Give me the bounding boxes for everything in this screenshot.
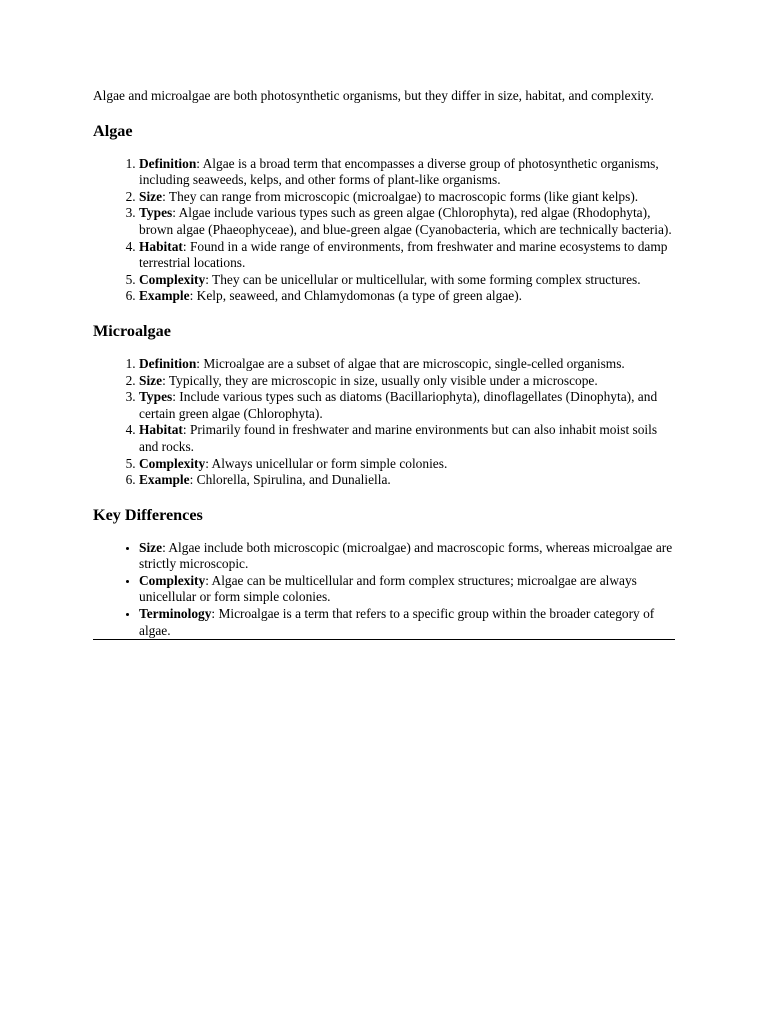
item-term: Complexity xyxy=(139,271,206,287)
item-text: : Kelp, seaweed, and Chlamydomonas (a type of green algae). xyxy=(189,288,523,304)
list-item xyxy=(139,456,675,473)
item-text: : Found in a wide range of environments, from freshwater and marine ecosystems to damp terrestrial locations. xyxy=(139,238,668,271)
list-item xyxy=(139,422,675,455)
item-text: : Algae can be multicellular and form complex structures; microalgae are always unicellular or form simple colonies. xyxy=(139,572,637,605)
item-text: : Algae include various types such as green algae (Chlorophyta), red algae (Rhodophyta), brown algae (Phaeophyceae), and blue-green algae (Cyanobacteria, which are technically bacteria). xyxy=(139,205,672,237)
list-item xyxy=(139,272,675,289)
item-term: Size xyxy=(139,372,163,388)
item-term: Complexity xyxy=(139,455,206,471)
item-term: Types xyxy=(139,205,173,221)
algae-list xyxy=(93,156,675,305)
item-text: : Always unicellular or form simple colonies. xyxy=(205,455,448,471)
item-text: : Algae include both microscopic (microalgae) and macroscopic forms, whereas microalgae are strictly microscopic. xyxy=(139,539,673,572)
item-term: Habitat xyxy=(139,422,183,438)
item-text: : Microalgae are a subset of algae that are microscopic, single-celled organisms. xyxy=(196,355,625,371)
item-text: : Include various types such as diatoms (Bacillariophyta), dinoflagellates (Dinophyta), and certain green algae (Chlorophyta). xyxy=(139,389,658,421)
item-text: : Typically, they are microscopic in size, usually only visible under a microscope. xyxy=(162,372,598,388)
item-text: : Microalgae is a term that refers to a specific group within the broader category of algae. xyxy=(139,606,655,638)
item-term: Example xyxy=(139,472,190,488)
list-item xyxy=(139,356,675,373)
item-term: Habitat xyxy=(139,238,183,254)
item-term: Types xyxy=(139,389,173,405)
list-item xyxy=(139,472,675,489)
item-term: Definition xyxy=(139,155,197,171)
section-heading-microalgae: Microalgae xyxy=(93,321,171,340)
item-term: Size xyxy=(139,539,163,555)
list-item xyxy=(139,606,675,639)
intro-paragraph: Algae and microalgae are both photosynthetic organisms, but they differ in size, habitat, and complexity. xyxy=(93,88,654,103)
list-item xyxy=(139,573,675,606)
item-term: Size xyxy=(139,188,163,204)
item-text: : Primarily found in freshwater and marine environments but can also inhabit moist soils and rocks. xyxy=(139,422,658,454)
item-term: Complexity xyxy=(139,572,206,588)
item-text: : Chlorella, Spirulina, and Dunaliella. xyxy=(189,472,391,488)
item-term: Terminology xyxy=(139,606,212,622)
microalgae-list xyxy=(93,356,675,489)
list-item xyxy=(139,239,675,272)
list-item xyxy=(139,288,675,305)
list-item xyxy=(139,373,675,390)
list-item xyxy=(139,205,675,238)
item-text: : Algae is a broad term that encompasses a diverse group of photosynthetic organisms, including seaweeds, kelps, and other forms of plant-like organisms. xyxy=(139,155,659,188)
item-term: Example xyxy=(139,288,190,304)
item-term: Definition xyxy=(139,355,197,371)
list-item xyxy=(139,156,675,189)
key-differences-list xyxy=(93,540,675,640)
list-item xyxy=(139,540,675,573)
section-heading-algae: Algae xyxy=(93,121,133,140)
list-item xyxy=(139,189,675,206)
horizontal-rule xyxy=(93,639,675,640)
document-page xyxy=(93,88,675,640)
item-text: : They can range from microscopic (microalgae) to macroscopic forms (like giant kelps). xyxy=(162,188,639,204)
item-text: : They can be unicellular or multicellular, with some forming complex structures. xyxy=(205,271,641,287)
list-item xyxy=(139,389,675,422)
section-heading-key-differences: Key Differences xyxy=(93,505,203,524)
